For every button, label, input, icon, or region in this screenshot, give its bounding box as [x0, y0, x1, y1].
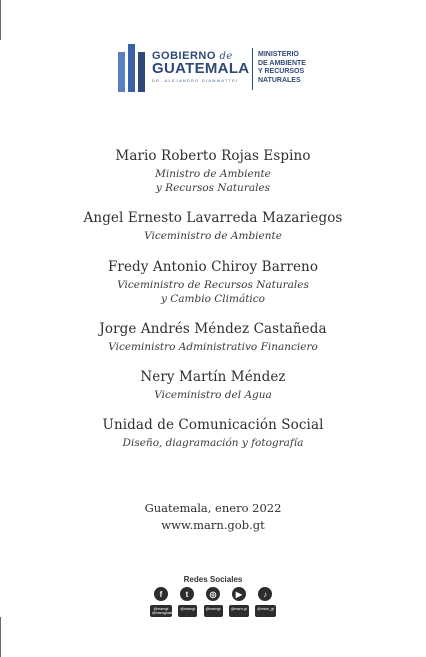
credit-role: Viceministro de Recursos Naturales	[117, 279, 309, 291]
social-handle[interactable]: @marn_gt	[255, 605, 276, 617]
crop-mark-bottom	[0, 617, 1, 657]
credit-entry	[0, 321, 426, 354]
facebook-icon[interactable]: f	[154, 587, 168, 601]
credit-entry	[0, 417, 426, 450]
ministry-line: MINISTERIO	[258, 51, 299, 58]
credit-name: Mario Roberto Rojas Espino	[115, 148, 311, 164]
ministry-line: DE AMBIENTE	[258, 59, 306, 67]
credit-role: Diseño, diagramación y fotografía	[122, 437, 304, 449]
instagram-icon[interactable]: ◎	[206, 587, 220, 601]
gov-de: de	[219, 51, 233, 62]
gov-line3: DR. ALEJANDRO GIAMMATTEI	[152, 78, 239, 83]
logo-divider	[252, 48, 253, 90]
social-handle[interactable]: @marngt	[204, 605, 223, 617]
social-title: Redes Sociales	[183, 575, 243, 584]
ministry-line: NATURALES	[258, 76, 301, 84]
social-handles	[150, 605, 276, 617]
emblem-icon	[118, 44, 146, 92]
gov-line2: GUATEMALA	[152, 60, 250, 77]
credit-role: Viceministro del Agua	[154, 389, 272, 401]
credit-entry	[0, 259, 426, 306]
credit-name: Fredy Antonio Chiroy Barreno	[107, 259, 319, 275]
social-handle[interactable]: @marngt @marnguate	[152, 607, 173, 615]
credit-name: Angel Ernesto Lavarreda Mazariegos	[83, 210, 343, 226]
credit-role: Viceministro de Ambiente	[144, 230, 282, 242]
social-handle[interactable]: @marn.gt	[229, 605, 249, 617]
youtube-icon[interactable]: ▶	[232, 587, 246, 601]
social-icons	[154, 587, 272, 601]
website-link[interactable]: www.marn.gob.gt	[161, 518, 265, 532]
tiktok-icon[interactable]: ♪	[258, 587, 272, 601]
credit-role: y Recursos Naturales	[155, 182, 271, 194]
twitter-icon[interactable]: t	[180, 587, 194, 601]
credit-role: Viceministro Administrativo Financiero	[108, 341, 318, 353]
credit-role: Ministro de Ambiente	[155, 168, 271, 180]
government-logo	[118, 42, 318, 94]
gov-line1: GOBIERNO	[152, 50, 216, 62]
crop-mark-top	[0, 0, 1, 40]
credit-name: Unidad de Comunicación Social	[102, 417, 324, 433]
social-handle[interactable]: @marngt	[178, 605, 197, 617]
ministry-line: Y RECURSOS	[258, 68, 305, 75]
place-date: Guatemala, enero 2022	[144, 501, 282, 515]
credit-entry	[0, 210, 426, 243]
credit-name: Nery Martín Méndez	[140, 369, 286, 385]
government-wordmark	[152, 50, 249, 83]
ministry-name	[258, 51, 306, 85]
credit-role: y Cambio Climático	[160, 293, 265, 305]
credit-entry	[0, 369, 426, 402]
credit-entry	[0, 148, 426, 195]
credit-name: Jorge Andrés Méndez Castañeda	[99, 321, 327, 337]
